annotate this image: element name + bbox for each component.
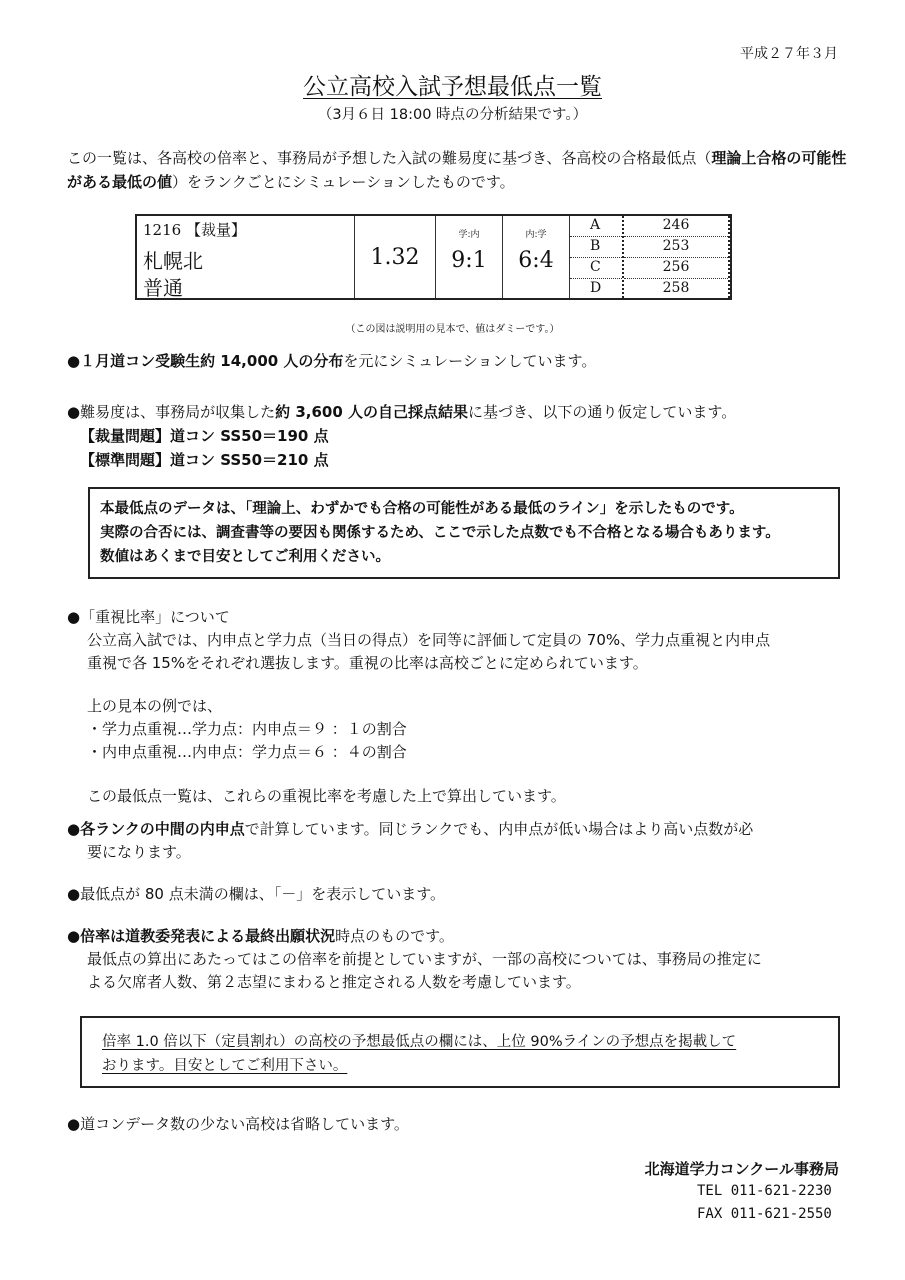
- intro-emphasis: 理論上合格の可能性がある最低の値: [67, 149, 847, 191]
- rank-score: 256: [624, 258, 728, 279]
- rank-label: A: [570, 216, 622, 237]
- nai-weight-cell: 内:学 6:4: [503, 216, 570, 298]
- ratio-cell: [355, 216, 436, 298]
- school-name: 札幌北: [143, 249, 203, 273]
- rank-score: 253: [624, 237, 728, 258]
- gaku-weight-value: 9:1: [451, 248, 487, 273]
- fax-number: FAX 011-621-2550: [697, 1206, 832, 1222]
- rank-column: [570, 216, 624, 298]
- note-omitted-schools: ●道コンデータ数の少ない高校は省略しています。: [67, 1115, 409, 1133]
- note-difficulty: ●難易度は、事務局が収集した約 3,600 人の自己採点結果に基づき、以下の通り仮定しています。: [67, 403, 737, 421]
- undersubscribed-box: 倍率 1.0 倍以下（定員割れ）の高校の予想最低点の欄には、上位 90%ラインの予想点を掲載して おります。目安としてご利用下さい。: [80, 1016, 840, 1088]
- nai-weight-value: 6:4: [518, 248, 554, 273]
- rank-label: B: [570, 237, 622, 258]
- difficulty-standard: 【標準問題】道コン SS50＝210 点: [80, 451, 329, 469]
- sample-caption: （この図は説明用の見本で、値はダミーです。）: [345, 324, 560, 335]
- page-title: 公立高校入試予想最低点一覧: [303, 74, 602, 100]
- weight-ratio-section: ●「重視比率」について 公立高入試では、内申点と学力点（当日の得点）を同等に評価して定員の 70%、学力点重視と内申点 重視で各 15%をそれぞれ選抜します。重視の比率は高校ごとに定められています。 上の見本の例では、 ・学力点重視…学力点：内申点＝９ ：１の割合 ・内申点重視…内申点：学力点＝６ ：４の割合 この最低点一覧は、これらの重視比率を考慮した上で算出しています。: [67, 606, 857, 808]
- course-name: 普通: [143, 276, 183, 300]
- school-cell: [137, 216, 355, 298]
- note-under-80: ●最低点が 80 点未満の欄は、「－」を表示しています。: [67, 885, 446, 903]
- score-column: [624, 216, 730, 298]
- section-heading: ●「重視比率」について: [67, 608, 230, 626]
- document-date: 平成２７年３月: [740, 46, 838, 62]
- telephone-number: TEL 011-621-2230: [697, 1183, 832, 1199]
- page-subtitle: （3月６日 18:00 時点の分析結果です。）: [317, 107, 588, 123]
- intro-paragraph: この一覧は、各高校の倍率と、事務局が予想した入試の難易度に基づき、各高校の合格最低点（理論上合格の可能性がある最低の値）をランクごとにシミュレーションしたものです。: [67, 149, 847, 191]
- rank-score: 258: [662, 280, 690, 296]
- note-mid-naishin: ●各ランクの中間の内申点で計算しています。同じランクでも、内申点が低い場合はより高い点数が必 要になります。: [67, 820, 754, 861]
- difficulty-discretionary: 【裁量問題】道コン SS50＝190 点: [80, 427, 329, 445]
- rank-label: D: [590, 280, 602, 296]
- note-final-ratio: ●倍率は道教委発表による最終出願状況時点のものです。 最低点の算出にあたってはこの倍率を前提としていますが、一部の高校については、事務局の推定に よる欠席者人数、第２志望にまわると推定される人数を考慮しています。: [67, 927, 762, 991]
- competition-ratio: 1.32: [370, 245, 420, 270]
- rank-label: C: [570, 258, 622, 279]
- organization-name: 北海道学力コンクール事務局: [644, 1160, 839, 1178]
- gaku-weight-cell: 学:内 9:1: [436, 216, 503, 298]
- sample-table: [135, 214, 732, 300]
- rank-score: 246: [624, 216, 728, 237]
- school-code: 1216 【裁量】: [143, 221, 246, 239]
- note-distribution: ●１月道コン受験生約 14,000 人の分布を元にシミュレーションしています。: [67, 352, 597, 370]
- disclaimer-box: 本最低点のデータは、「理論上、わずかでも合格の可能性がある最低のライン」を示したものです。 実際の合否には、調査書等の要因も関係するため、ここで示した点数でも不合格となる場合もあります。 数値はあくまで目安としてご利用ください。: [88, 487, 840, 579]
